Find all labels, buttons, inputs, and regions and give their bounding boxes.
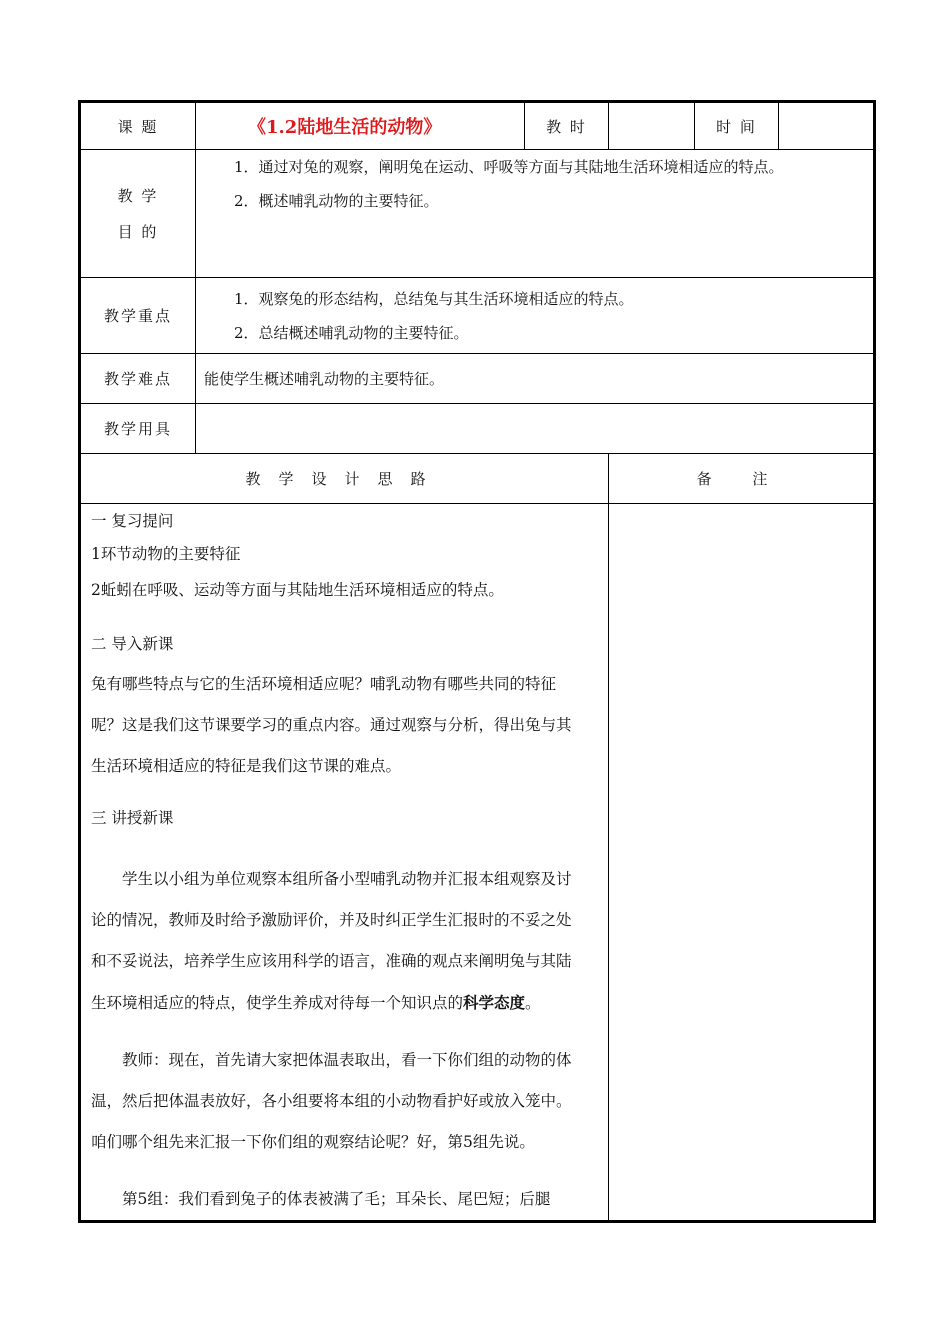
remarks-content <box>609 504 875 1222</box>
review-item-1: 1环节动物的主要特征 <box>91 545 241 563</box>
design-body-row <box>80 504 875 1222</box>
hours-label: 教 时 <box>525 102 609 150</box>
intro-line-1: 兔有哪些特点与它的生活环境相适应呢？哺乳动物有哪些共同的特征 <box>91 675 557 693</box>
para2-line-3: 咱们哪个组先来汇报一下你们组的观察结论呢？好，第5组先说。 <box>91 1133 535 1151</box>
key-point-item-2: 2．总结概述哺乳动物的主要特征。 <box>234 323 469 342</box>
intro-line-2: 呢？这是我们这节课要学习的重点内容。通过观察与分析，得出兔与其 <box>91 716 572 734</box>
intro-line-3: 生活环境相适应的特征是我们这节课的难点。 <box>91 757 402 775</box>
difficulties-row <box>80 354 875 404</box>
para1-line-2: 论的情况，教师及时给予激励评价，并及时纠正学生汇报时的不妥之处 <box>91 911 572 929</box>
spacer <box>91 608 600 624</box>
para1-line-4 <box>91 982 600 1024</box>
spacer <box>91 787 600 803</box>
para1-bold-phrase: 科学态度 <box>463 993 526 1012</box>
lesson-plan-table <box>78 100 876 1223</box>
objective-item-1: 1．通过对兔的观察，阐明兔在运动、呼吸等方面与其陆地生活环境相适应的特点。 <box>234 158 784 176</box>
key-point-item-1: 1．观察兔的形态结构，总结兔与其生活环境相适应的特点。 <box>234 289 634 308</box>
key-points-content <box>196 278 875 354</box>
tools-label: 教学用具 <box>80 404 196 454</box>
spacer <box>91 833 600 859</box>
intro-heading: 二 导入新课 <box>91 635 174 653</box>
review-heading: 一 复习提问 <box>91 512 174 530</box>
lecture-heading: 三 讲授新课 <box>91 809 174 827</box>
topic-title: 《1.2陆地生活的动物》 <box>196 102 525 150</box>
tools-text <box>196 404 875 454</box>
objectives-label-line1: 教 学 <box>117 186 159 205</box>
tools-row <box>80 404 875 454</box>
header-row <box>80 102 875 150</box>
para1-line-4-text: 生环境相适应的特点，使学生养成对待每一个知识点的 <box>91 994 464 1012</box>
para3-line-1: 第5组：我们看到兔子的体表被满了毛；耳朵长、尾巴短；后腿 <box>122 1190 551 1208</box>
para1-end: 。 <box>525 994 541 1012</box>
para1-line-3: 和不妥说法，培养学生应该用科学的语言，准确的观点来阐明兔与其陆 <box>91 952 572 970</box>
review-item-2: 2蚯蚓在呼吸、运动等方面与其陆地生活环境相适应的特点。 <box>91 581 504 599</box>
difficulties-text: 能使学生概述哺乳动物的主要特征。 <box>196 354 875 404</box>
key-points-row <box>80 278 875 354</box>
design-header-left: 教学设计思路 <box>80 454 609 504</box>
objectives-label-line2: 目 的 <box>117 222 159 241</box>
design-header-right: 备 注 <box>609 454 875 504</box>
topic-label: 课 题 <box>80 102 196 150</box>
hours-value <box>609 102 695 150</box>
design-header-row <box>80 454 875 504</box>
spacer <box>91 1163 600 1179</box>
difficulties-label: 教学难点 <box>80 354 196 404</box>
design-content <box>80 504 609 1222</box>
time-label: 时 间 <box>695 102 779 150</box>
time-value <box>779 102 875 150</box>
key-points-label: 教学重点 <box>80 278 196 354</box>
objectives-row <box>80 150 875 278</box>
para2-line-2: 温，然后把体温表放好，各小组要将本组的小动物看护好或放入笼中。 <box>91 1092 572 1110</box>
objectives-content <box>196 150 875 278</box>
spacer <box>91 1024 600 1040</box>
para1-line-1: 学生以小组为单位观察本组所备小型哺乳动物并汇报本组观察及讨 <box>122 870 572 888</box>
objectives-label <box>80 150 196 278</box>
para2-line-1: 教师：现在，首先请大家把体温表取出，看一下你们组的动物的体 <box>122 1051 572 1069</box>
objective-item-2: 2．概述哺乳动物的主要特征。 <box>234 192 439 210</box>
